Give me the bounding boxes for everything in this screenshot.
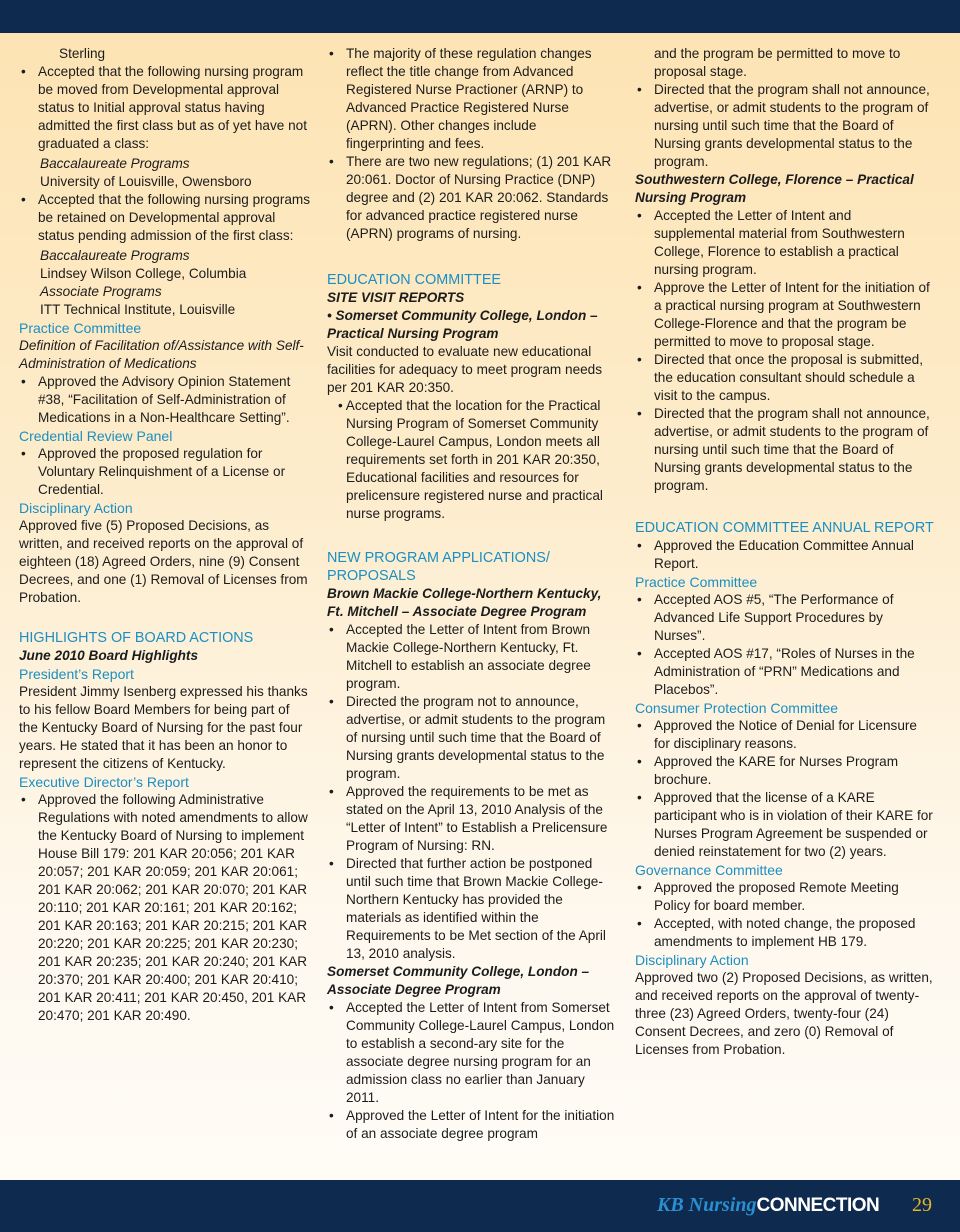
brand-kb-nursing: KB Nursing (657, 1194, 757, 1216)
bold-italic-heading: • Somerset Community College, London – Practical Nursing Program (327, 308, 598, 341)
bullet-list (327, 999, 617, 1143)
section-heading: Practice Committee (19, 320, 142, 336)
bullet-item: • Approved the Notice of Denial for Licensure for disciplinary reasons. (635, 717, 935, 753)
program-type-label: Baccalaureate Programs (40, 156, 190, 171)
bullet-list (635, 591, 935, 699)
section-heading: Credential Review Panel (19, 428, 173, 444)
bullet-list (19, 445, 311, 499)
caps-heading: HIGHLIGHTS OF BOARD ACTIONS (19, 630, 254, 646)
paragraph: • Accepted that the location for the Practical Nursing Program of Somerset Community College-Laurel Campus, London meets all requirements set forth in 201 KAR 20:350, Educational facilities and resources for prelicensure registered nurse and practical nurse programs. (338, 398, 603, 521)
bold-italic-heading: Somerset Community College, London – Associate Degree Program (327, 964, 590, 997)
paragraph: Approved five (5) Proposed Decisions, as written, and received reports on the approval of eighteen (18) Agreed Orders, nine (9) Consent Decrees, and one (1) Removal of Licenses from Probation. (19, 518, 308, 605)
program-name: University of Louisville, Owensboro (40, 174, 252, 189)
bullet-item: • Approved the proposed Remote Meeting Policy for board member. (635, 879, 935, 915)
program-type-label: Baccalaureate Programs (40, 248, 190, 263)
bullet-item: • Approved the requirements to be met as stated on the April 13, 2010 Analysis of the “Letter of Intent” to Establish a Prelicensure Program of Nursing: RN. (327, 783, 617, 855)
section-subheading: Definition of Facilitation of/Assistance with Self-Administration of Medications (19, 338, 304, 371)
paragraph: Visit conducted to evaluate new educational facilities for adequacy to meet program needs per 201 KAR 20:350. (327, 344, 603, 395)
caps-heading: EDUCATION COMMITTEE (327, 272, 502, 288)
bullet-item: • Directed the program not to announce, advertise, or admit students to the program of nursing until such time that the Board of Nursing grants developmental status to the program. (327, 693, 617, 783)
bullet-item: • Accepted AOS #5, “The Performance of Advanced Life Support Procedures by Nurses”. (635, 591, 935, 645)
bullet-item: • There are two new regulations; (1) 201 KAR 20:061. Doctor of Nursing Practice (DNP) degree and (2) 201 KAR 20:062. Standards for advanced practice registered nurse (APRN) programs of nursing. (327, 153, 617, 243)
caps-heading: EDUCATION COMMITTEE ANNUAL REPORT (635, 520, 934, 536)
bullet-item: • Directed that further action be postponed until such time that Brown Mackie College-Northern Kentucky has provided the materials as identified within the Requirements to be Met section of the April 13, 2010 analysis. (327, 855, 617, 963)
bullet-item: • Approve the Letter of Intent for the initiation of a practical nursing program at Southwestern College-Florence and that the program be permitted to move to proposal stage. (635, 279, 935, 351)
bullet-item: • Directed that the program shall not announce, advertise, or admit students to the program of nursing until such time that the Board of Nursing grants developmental status to the program. (635, 81, 935, 171)
column-2 (327, 45, 617, 1143)
column-1 (19, 45, 311, 1025)
paragraph: President Jimmy Isenberg expressed his thanks to his fellow Board Members for being part of the Kentucky Board of Nursing for the past four years. He stated that it has been an honor to represent the citizens of Kentucky. (19, 684, 308, 771)
section-heading: Practice Committee (635, 574, 758, 590)
section-heading: Consumer Protection Committee (635, 700, 839, 716)
top-banner (0, 0, 960, 33)
bullet-item: • Directed that the program shall not announce, advertise, or admit students to the program of nursing until such time that the Board of Nursing grants developmental status to the program. (635, 405, 935, 495)
bullet-list (19, 373, 311, 427)
bullet-list (635, 537, 935, 573)
program-name: ITT Technical Institute, Louisville (40, 302, 236, 317)
bullet-item: • Accepted the Letter of Intent and supplemental material from Southwestern College, Florence to establish a practical nursing program. (635, 207, 935, 279)
bullet-item: • Accepted AOS #17, “Roles of Nurses in the Administration of “PRN” Medications and Placebos”. (635, 645, 935, 699)
bullet-item: • Approved the Advisory Opinion Statement #38, “Facilitation of Self-Administration of Medications in a Non-Healthcare Setting”. (19, 373, 311, 427)
bullet-item: • Accepted the Letter of Intent from Somerset Community College-Laurel Campus, London to establish a second-ary site for the associate degree nursing program for an admission class no earlier than January 2011. (327, 999, 617, 1107)
bullet-item: • Approved that the license of a KARE participant who is in violation of their KARE for Nurses Program Agreement be suspended or denied reinstatement for two (2) years. (635, 789, 935, 861)
bullet-item: • Accepted the Letter of Intent from Brown Mackie College-Northern Kentucky, Ft. Mitchell to establish an associate degree program. (327, 621, 617, 693)
brand-logo (657, 1191, 879, 1219)
program-type-label: Associate Programs (40, 284, 162, 299)
caps-heading: NEW PROGRAM APPLICATIONS/ PROPOSALS (327, 550, 550, 584)
section-heading: Disciplinary Action (19, 500, 133, 516)
bullet-list (19, 791, 311, 1025)
bullet-item: • Approved the following Administrative Regulations with noted amendments to allow the Kentucky Board of Nursing to implement House Bill 179: 201 KAR 20:056; 201 KAR 20:057; 201 KAR 20:059; 201 KAR 20:061; 201 KAR 20:062; 201 KAR 20:070; 201 KAR 20:110; 201 KAR 20:161; 201 KAR 20:162; 201 KAR 20:163; 201 KAR 20:215; 201 KAR 20:220; 201 KAR 20:225; 201 KAR 20:230; 201 KAR 20:235; 201 KAR 20:240; 201 KAR 20:370; 201 KAR 20:400; 201 KAR 20:410; 201 KAR 20:411; 201 KAR 20:450, 201 KAR 20:470; 201 KAR 20:490. (19, 791, 311, 1025)
bullet-item: • The majority of these regulation changes reflect the title change from Advanced Registered Nurse Practioner (ARNP) to Advanced Practice Registered Nurse (APRN). Other changes include fingerprinting and fees. (327, 45, 617, 153)
program-name: Lindsey Wilson College, Columbia (40, 266, 247, 281)
paragraph: and the program be permitted to move to proposal stage. (654, 46, 901, 79)
bullet-item: • Directed that once the proposal is submitted, the education consultant should schedule a visit to the campus. (635, 351, 935, 405)
bullet-item: • Approved the Education Committee Annual Report. (635, 537, 935, 573)
bold-italic-heading: Southwestern College, Florence – Practical Nursing Program (635, 172, 914, 205)
bullet-item: • Approved the Letter of Intent for the initiation of an associate degree program (327, 1107, 617, 1143)
section-heading: President’s Report (19, 666, 134, 682)
bullet-list (635, 81, 935, 171)
column-3 (635, 45, 935, 1059)
bullet-list (635, 879, 935, 951)
bullet-item: • Accepted that the following nursing program be moved from Developmental approval status to Initial approval status having admitted the first class but as of yet have not graduated a class: (19, 63, 311, 153)
bold-italic-heading: SITE VISIT REPORTS (327, 290, 465, 305)
brand-connection: CONNECTION (756, 1195, 880, 1216)
sterling-line: Sterling (59, 46, 106, 61)
section-heading: Disciplinary Action (635, 952, 749, 968)
bullet-list (19, 191, 311, 245)
bullet-list (327, 621, 617, 963)
bullet-item: • Approved the proposed regulation for Voluntary Relinquishment of a License or Credential. (19, 445, 311, 499)
page-number: 29 (912, 1194, 932, 1216)
bullet-list (635, 717, 935, 861)
bullet-item: • Approved the KARE for Nurses Program brochure. (635, 753, 935, 789)
bullet-item: • Accepted, with noted change, the proposed amendments to implement HB 179. (635, 915, 935, 951)
paragraph: Approved two (2) Proposed Decisions, as written, and received reports on the approval of twenty-three (23) Agreed Orders, twenty-four (24) Consent Decrees, and zero (0) Removal of Licenses from Probation. (635, 970, 933, 1057)
bullet-list (327, 45, 617, 243)
section-heading: Executive Director’s Report (19, 774, 189, 790)
bold-italic-heading: June 2010 Board Highlights (19, 648, 199, 663)
bullet-list (19, 63, 311, 153)
bold-italic-heading: Brown Mackie College-Northern Kentucky, Ft. Mitchell – Associate Degree Program (327, 586, 602, 619)
bullet-list (635, 207, 935, 495)
section-heading: Governance Committee (635, 862, 783, 878)
bullet-item: • Accepted that the following nursing programs be retained on Developmental approval status pending admission of the first class: (19, 191, 311, 245)
